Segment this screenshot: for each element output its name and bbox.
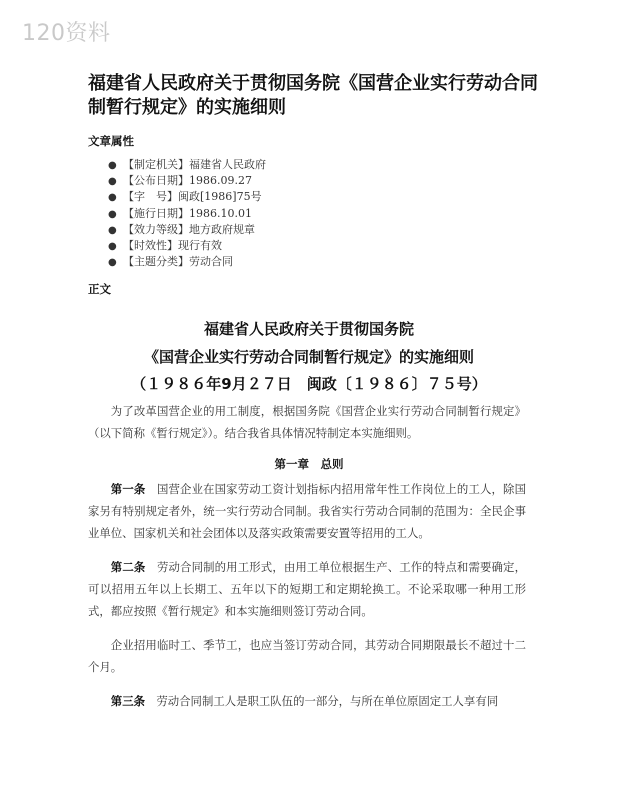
main-title-line3: （１９８６年9月２７日 闽政〔１９８６〕７５号） <box>131 375 487 393</box>
attribute-item: ● 【效力等级】地方政府规章 <box>108 222 266 238</box>
document-title: 福建省人民政府关于贯彻国务院《国营企业实行劳动合同制暂行规定》的实施细则 <box>88 73 538 118</box>
article-3-text: 劳动合同制工人是职工队伍的一部分，与所在单位原固定工人享有同 <box>144 694 499 708</box>
article-2-text: 劳动合同制的用工形式，由用工单位根据生产、工作的特点和需要确定，可以招用五年以上长期工、五年以下的短期工和定期轮换工。不论采取哪一种用工形式，都应按照《暂行规定》和本实施细则签订劳动合同。 <box>88 560 526 618</box>
attribute-item: ● 【制定机关】福建省人民政府 <box>108 157 266 173</box>
attributes-heading: 文章属性 <box>88 134 134 148</box>
article-3-label: 第三条 <box>110 694 145 708</box>
watermark: 120资料 <box>22 21 111 46</box>
bullet-icon: ● <box>108 208 117 220</box>
intro-paragraph: 为了改革国营企业的用工制度，根据国务院《国营企业实行劳动合同制暂行规定》（以下简称《暂行规定》）。结合我省具体情况特制定本实施细则。 <box>88 404 526 440</box>
chapter-heading: 第一章 总则 <box>274 457 344 471</box>
main-title-line2: 《国营企业实行劳动合同制暂行规定》的实施细则 <box>143 348 474 366</box>
attribute-item: ● 【字 号】闽政[1986]75号 <box>108 189 266 205</box>
bullet-icon: ● <box>108 241 117 253</box>
attribute-item: ● 【施行日期】1986.10.01 <box>108 206 266 222</box>
body-heading: 正文 <box>88 282 111 296</box>
bullet-icon: ● <box>108 257 117 269</box>
attribute-item: ● 【主题分类】劳动合同 <box>108 254 266 270</box>
attributes-list <box>108 157 266 270</box>
bullet-icon: ● <box>108 176 117 188</box>
article-1-label: 第一条 <box>110 482 146 496</box>
attribute-item: ● 【时效性】现行有效 <box>108 238 266 254</box>
attribute-item: ● 【公布日期】1986.09.27 <box>108 173 266 189</box>
article-1 <box>88 478 526 544</box>
article-2-extra: 企业招用临时工、季节工，也应当签订劳动合同，其劳动合同期限最长不超过十二个月。 <box>88 638 526 674</box>
main-title-line1: 福建省人民政府关于贯彻国务院 <box>203 320 414 338</box>
bullet-icon: ● <box>108 224 117 236</box>
article-2-label: 第二条 <box>110 560 146 574</box>
bullet-icon: ● <box>108 160 117 171</box>
article-2 <box>88 556 526 622</box>
article-3 <box>88 690 526 712</box>
article-1-text: 国营企业在国家劳动工资计划指标内招用常年性工作岗位上的工人，除国家另有特别规定者外，统一实行劳动合同制。我省实行劳动合同制的范围为：全民企事业单位、国家机关和社会团体以及落实政策需要安置等招用的工人。 <box>88 482 526 540</box>
bullet-icon: ● <box>108 192 117 204</box>
